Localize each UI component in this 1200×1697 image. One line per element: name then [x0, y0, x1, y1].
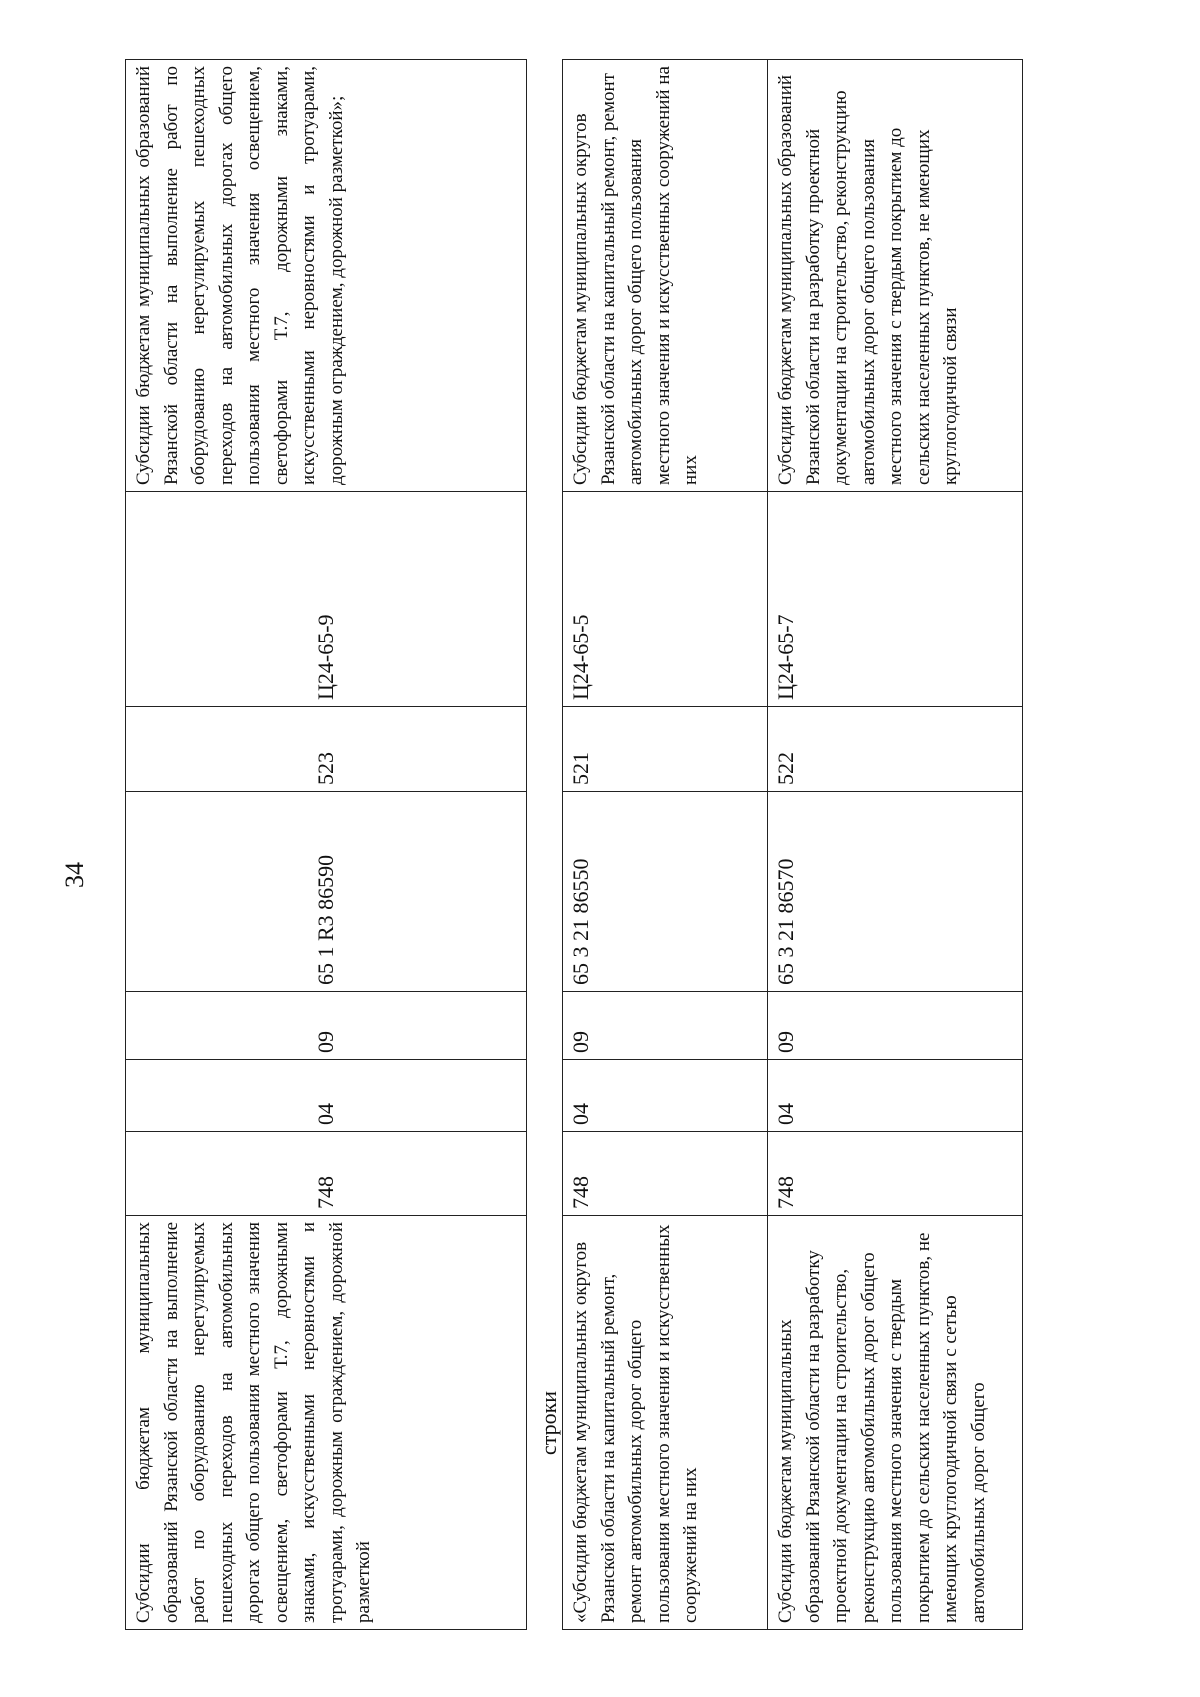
description-cell: Субсидии бюджетам муниципальных образований Рязанской области на выполнение работ по оборудованию нерегулируемых пешеходных переходов на автомобильных дорогах общего пользования местного значения освещением, светофорами Т.7, дорожными знаками, искусственными неровностями и тротуарами, дорожным ограждением, дорожной разметкой»;	[126, 60, 527, 492]
subsection-cell: 09	[563, 992, 768, 1060]
table-caption: строки	[536, 1390, 561, 1456]
page-number: 34	[60, 862, 89, 888]
subsection-cell: 09	[126, 992, 527, 1060]
purpose-code-cell: Ц24-65-9	[126, 492, 527, 707]
budget-table-bottom	[562, 59, 1023, 1630]
section-cell: 04	[563, 1060, 768, 1132]
table-row	[563, 60, 768, 1630]
expense-type-cell: 521	[563, 707, 768, 792]
purpose-code-cell: Ц24-65-5	[563, 492, 768, 707]
target-article-cell: 65 3 21 86550	[563, 792, 768, 992]
row-name-cell: Субсидии бюджетам муниципальных образований Рязанской области на выполнение работ по оборудованию нерегулируемых пешеходных переходов на автомобильных дорогах общего пользования местного значения освещением, светофорами Т.7, дорожными знаками, искусственными неровностями и тротуарами, дорожным ограждением, дорожной разметкой	[126, 1216, 527, 1630]
target-article-cell: 65 3 21 86570	[768, 792, 1023, 992]
row-name-cell: «Субсидии бюджетам муниципальных округов Рязанской области на капитальный ремонт, ремонт автомобильных дорог общего пользования местного значения и искусственных сооружений на них	[563, 1216, 768, 1630]
expense-type-cell: 523	[126, 707, 527, 792]
table-row	[768, 60, 1023, 1630]
section-cell: 04	[768, 1060, 1023, 1132]
target-article-cell: 65 1 R3 86590	[126, 792, 527, 992]
table-row	[126, 60, 527, 1630]
ministry-code-cell: 748	[563, 1132, 768, 1216]
description-cell: Субсидии бюджетам муниципальных образований Рязанской области на разработку проектной документации на строительство, реконструкцию автомобильных дорог общего пользования местного значения с твердым покрытием до сельских населенных пунктов, не имеющих круглогодичной связи	[768, 60, 1023, 492]
purpose-code-cell: Ц24-65-7	[768, 492, 1023, 707]
row-name-cell: Субсидии бюджетам муниципальных образований Рязанской области на разработку проектной документации на строительство, реконструкцию автомобильных дорог общего пользования местного значения с твердым покрытием до сельских населенных пунктов, не имеющих круглогодичной связи с сетью автомобильных дорог общего	[768, 1216, 1023, 1630]
section-cell: 04	[126, 1060, 527, 1132]
expense-type-cell: 522	[768, 707, 1023, 792]
ministry-code-cell: 748	[126, 1132, 527, 1216]
description-cell: Субсидии бюджетам муниципальных округов Рязанской области на капитальный ремонт, ремонт автомобильных дорог общего пользования местного значения и искусственных сооружений на них	[563, 60, 768, 492]
budget-table-top	[125, 59, 527, 1630]
subsection-cell: 09	[768, 992, 1023, 1060]
ministry-code-cell: 748	[768, 1132, 1023, 1216]
rotated-sheet	[125, 60, 1125, 1630]
